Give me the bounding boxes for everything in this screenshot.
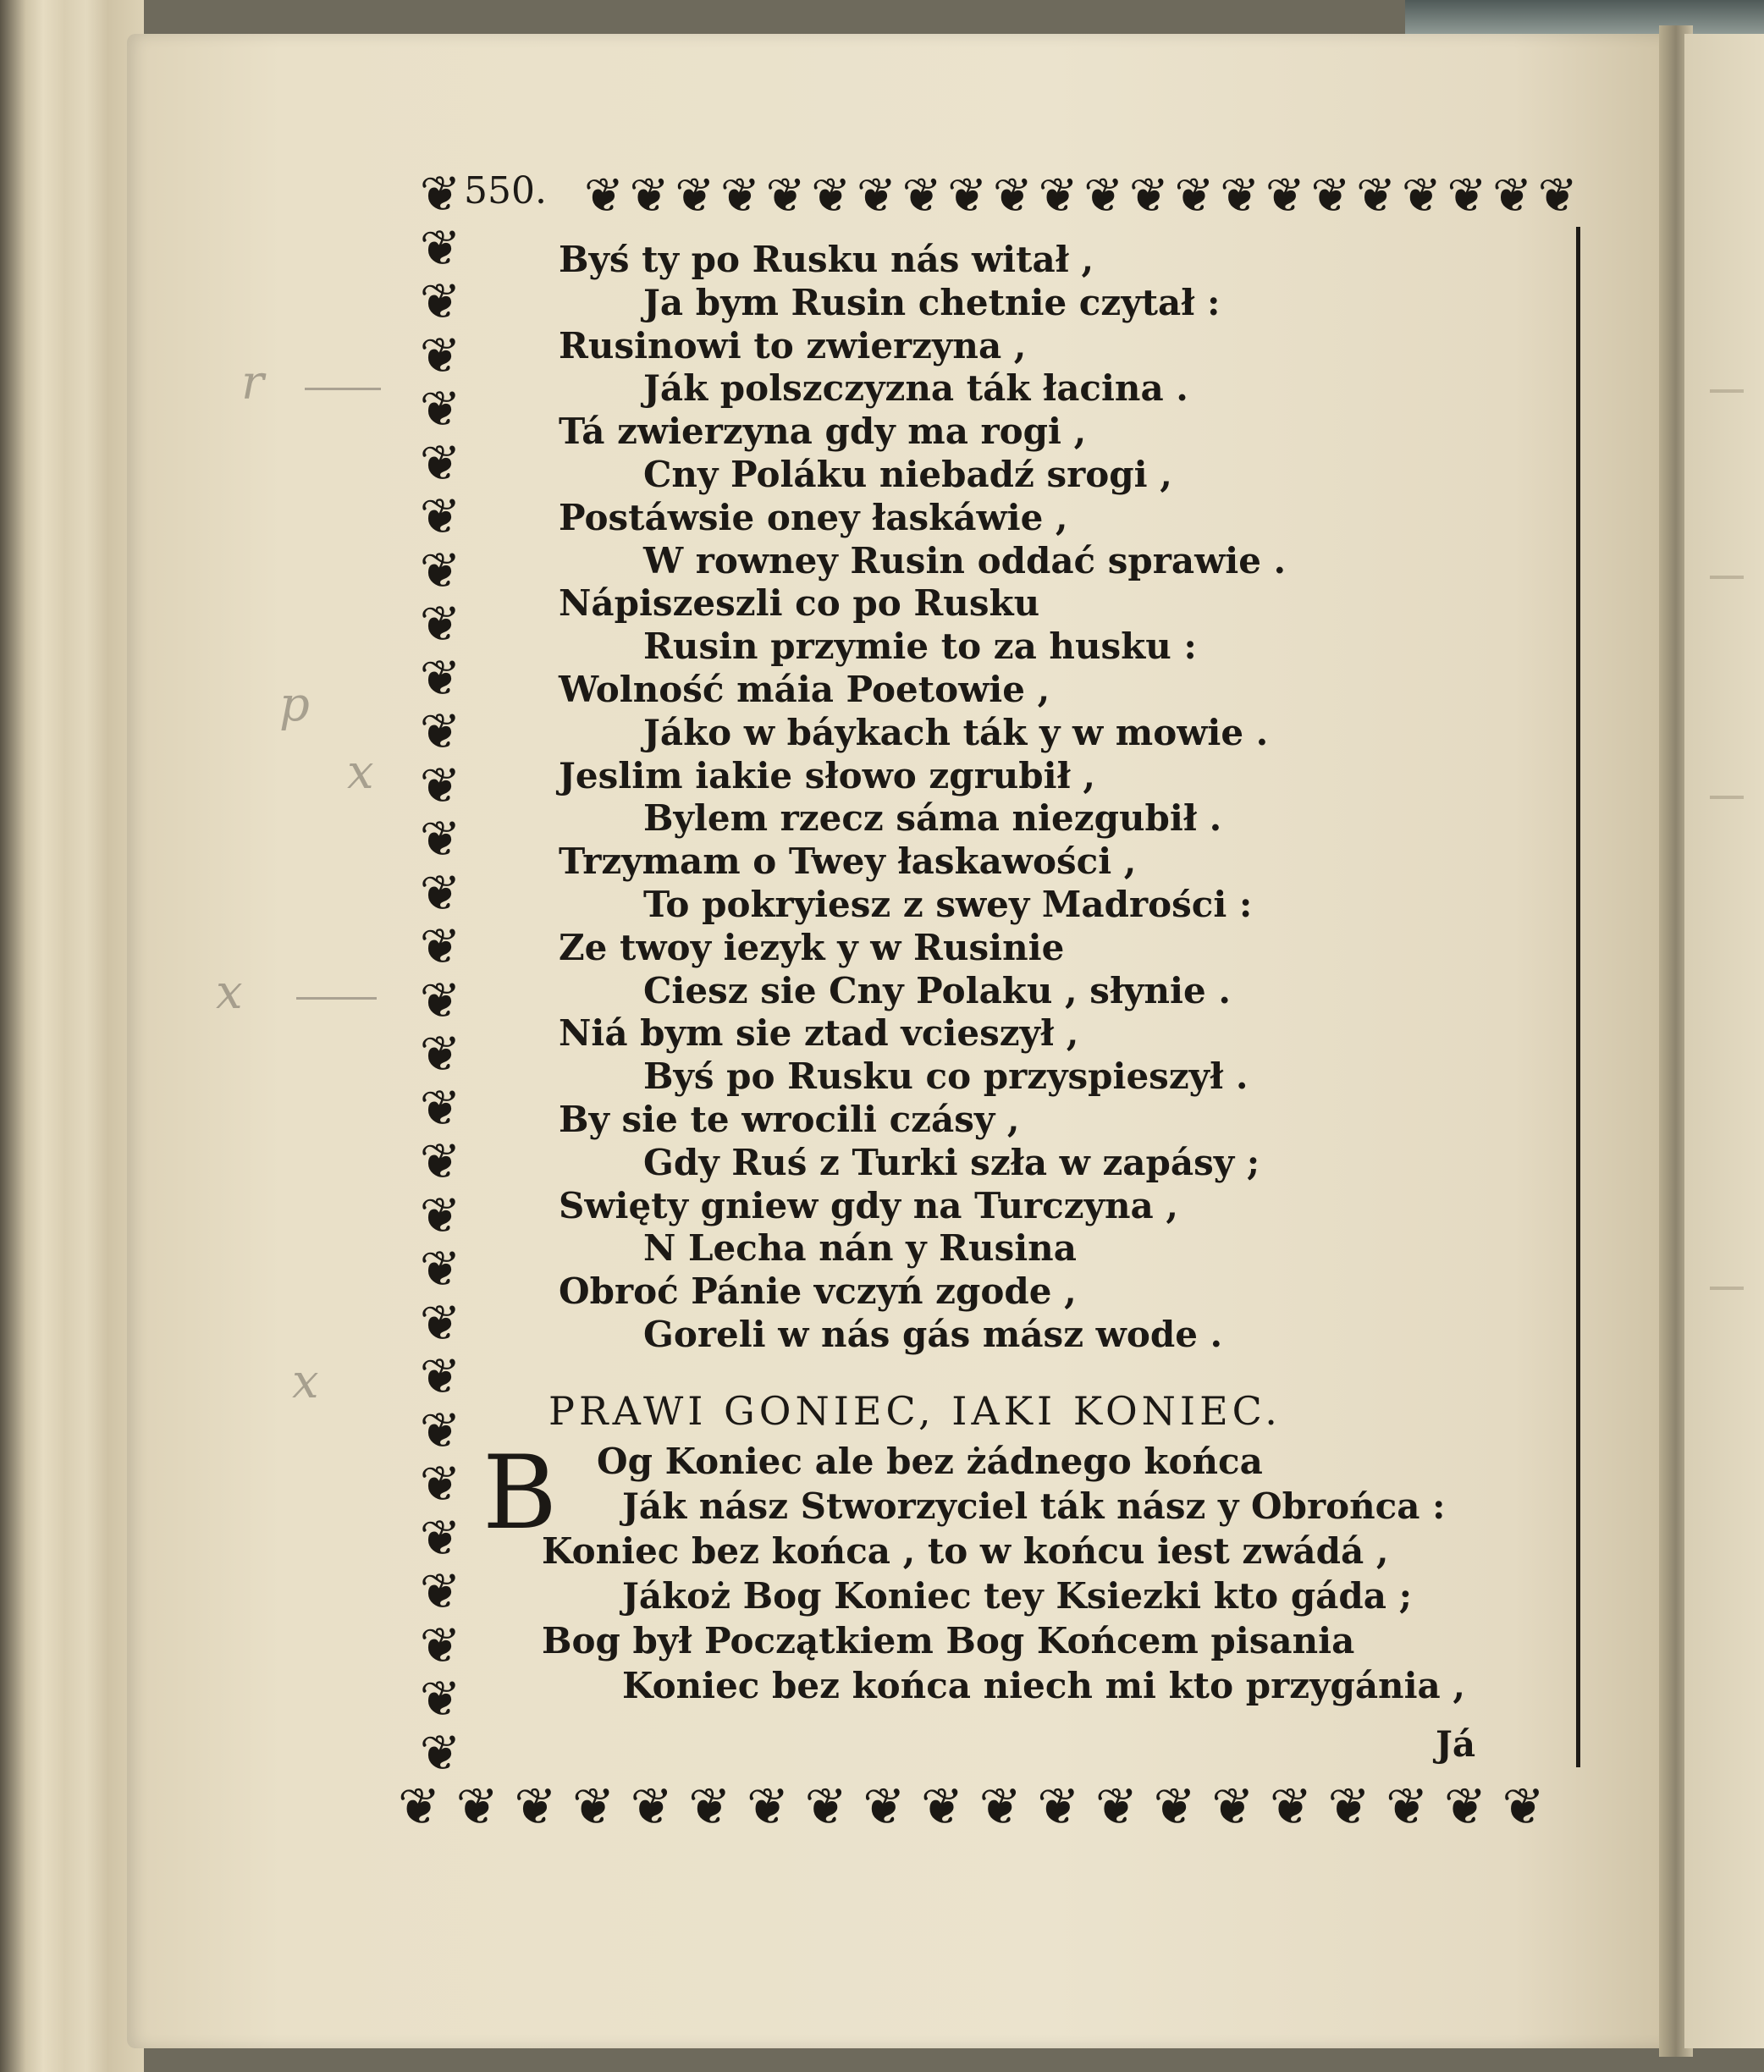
fleuron-icon: ❦ [419,169,461,223]
fleuron-icon: ❦ [419,1455,461,1513]
fleuron-icon: ❦ [419,703,461,761]
fleuron-icon: ❦ [765,168,802,223]
fleuron-icon: ❦ [920,1777,964,1837]
facing-page-edge [1684,34,1764,2048]
fleuron-icon: ❦ [1211,1777,1254,1837]
pencil-dash [296,997,377,1000]
fleuron-icon: ❦ [419,1401,461,1459]
fleuron-icon: ❦ [1094,1777,1138,1837]
fleuron-icon: ❦ [1356,168,1393,223]
fleuron-icon: ❦ [419,380,461,438]
poem-line: Rusinowi to zwierzyna , [559,324,1027,366]
fleuron-icon: ❦ [630,1777,673,1837]
poem-line: Swięty gniew gdy na Turczyna , [559,1184,1178,1226]
poem-line: Ják polszczyzna ták łacina . [643,367,1188,410]
fleuron-icon: ❦ [419,810,461,868]
bleed-through-mark [1710,576,1744,579]
fleuron-icon: ❦ [419,1723,461,1777]
fleuron-icon: ❦ [947,168,984,223]
fleuron-icon: ❦ [1447,168,1484,223]
fleuron-icon: ❦ [1386,1777,1429,1837]
fleuron-icon: ❦ [419,273,461,331]
poem-line: N Lecha nán y Rusina [643,1227,1077,1270]
fleuron-icon: ❦ [419,488,461,546]
epilogue-line: Bog był Początkiem Bog Końcem pisania [542,1620,1355,1661]
fleuron-icon: ❦ [419,1240,461,1298]
fleuron-icon: ❦ [804,1777,847,1837]
poem-line: W rowney Rusin oddać sprawie . [643,539,1287,581]
fleuron-icon: ❦ [1537,168,1574,223]
poem-line: Trzymam o Twey łaskawości , [559,840,1137,883]
fleuron-icon: ❦ [419,326,461,384]
epilogue-line: Og Koniec ale bez żádnego końca [597,1441,1263,1482]
ornament-border-top [584,166,1574,225]
poem-line: To pokryiesz z swey Madrości : [643,883,1253,925]
fleuron-icon: ❦ [455,1777,499,1837]
fleuron-icon: ❦ [419,433,461,492]
fleuron-icon: ❦ [1220,168,1257,223]
poem-line: Wolność máia Poetowie , [559,668,1050,710]
pencil-mark: p [279,677,310,732]
fleuron-icon: ❦ [419,756,461,814]
fleuron-icon: ❦ [1128,168,1166,223]
fleuron-icon: ❦ [419,1616,461,1674]
fleuron-icon: ❦ [419,595,461,653]
fleuron-icon: ❦ [1265,168,1302,223]
fleuron-icon: ❦ [719,168,757,223]
bleed-through-mark [1710,1287,1744,1290]
pencil-mark: x [216,965,243,1020]
epilogue-line: Jákoż Bog Koniec tey Ksiezki kto gáda ; [622,1575,1413,1617]
fleuron-icon: ❦ [1327,1777,1370,1837]
epilogue-line: Koniec bez końca , to w końcu iest zwádá , [542,1530,1389,1572]
fleuron-icon: ❦ [863,1777,906,1837]
pencil-dash [305,388,381,390]
epilogue-line: Koniec bez końca niech mi kto przygánia , [622,1665,1466,1706]
fleuron-icon: ❦ [629,168,666,223]
fleuron-icon: ❦ [419,971,461,1029]
poem-line: Goreli w nás gás mász wode . [643,1313,1223,1355]
fleuron-icon: ❦ [419,863,461,922]
fleuron-icon: ❦ [1310,168,1348,223]
catchword: Já [1436,1723,1476,1765]
fleuron-icon: ❦ [1174,168,1211,223]
epilogue-line: Ják nász Stworzyciel ták nász y Obrońca : [622,1485,1446,1527]
epilogue-text [542,1439,1557,1708]
fleuron-icon: ❦ [419,541,461,599]
poem-line: Ja bym Rusin chetnie czytał : [643,281,1221,323]
poem-line: Rusin przymie to za husku : [643,625,1197,668]
ornament-border-left [406,169,474,1777]
bleed-through-mark [1710,796,1744,799]
fleuron-icon: ❦ [811,168,848,223]
fleuron-icon: ❦ [978,1777,1022,1837]
fleuron-icon: ❦ [1269,1777,1313,1837]
fleuron-icon: ❦ [688,1777,731,1837]
fleuron-icon: ❦ [419,648,461,707]
page-number: 550. [464,169,547,212]
poem-line: Ze twoy iezyk y w Rusinie [559,926,1065,968]
poem-line: Jeslim iakie słowo zgrubił , [559,754,1095,796]
poem-line: Ciesz sie Cny Polaku , słynie . [643,969,1231,1011]
fleuron-icon: ❦ [856,168,893,223]
pencil-mark: x [347,745,374,800]
fleuron-icon: ❦ [1038,168,1075,223]
fleuron-icon: ❦ [1401,168,1438,223]
section-heading: PRAWI GONIEC, IAKI KONIEC. [548,1388,1282,1434]
fleuron-icon: ❦ [419,1025,461,1083]
fleuron-icon: ❦ [992,168,1029,223]
fleuron-icon: ❦ [901,168,939,223]
poem-line: Obroć Pánie vczyń zgode , [559,1270,1077,1313]
poem-line: By sie te wrocili czásy , [559,1098,1020,1140]
poem-line: Tá zwierzyna gdy ma rogi , [559,411,1087,453]
fleuron-icon: ❦ [419,1670,461,1728]
poem-line: Cny Poláku niebadź srogi , [643,453,1172,495]
ornament-border-bottom [398,1769,1545,1845]
fleuron-icon: ❦ [746,1777,790,1837]
poem-line: Nápiszeszli co po Rusku [559,582,1040,625]
pencil-mark: r [241,355,264,411]
fleuron-icon: ❦ [419,1186,461,1244]
fleuron-icon: ❦ [1443,1777,1487,1837]
poem-line: Jáko w báykach ták y w mowie . [643,711,1269,753]
book-page-edges [0,0,144,2072]
frame-rule-right [1576,227,1580,1767]
fleuron-icon: ❦ [419,1508,461,1567]
fleuron-icon: ❦ [419,1347,461,1406]
fleuron-icon: ❦ [419,218,461,277]
poem-line: Bylem rzecz sáma niezgubił . [643,797,1222,840]
poem-text [559,239,1557,1357]
poem-line: Byś po Rusku co przyspieszył . [643,1055,1249,1098]
poem-line: Postáwsie oney łaskáwie , [559,496,1068,538]
fleuron-icon: ❦ [1153,1777,1196,1837]
pencil-mark: x [292,1354,319,1409]
fleuron-icon: ❦ [419,918,461,976]
fleuron-icon: ❦ [514,1777,557,1837]
poem-line: Gdy Ruś z Turki szła w zapásy ; [643,1141,1260,1183]
fleuron-icon: ❦ [584,168,620,223]
fleuron-icon: ❦ [419,1078,461,1137]
book-top-edge [1405,0,1764,34]
fleuron-icon: ❦ [419,1132,461,1191]
fleuron-icon: ❦ [1083,168,1121,223]
bleed-through-mark [1710,389,1744,393]
fleuron-icon: ❦ [419,1293,461,1352]
fleuron-icon: ❦ [419,1562,461,1621]
fleuron-icon: ❦ [675,168,712,223]
poem-line: Byś ty po Rusku nás witał , [559,239,1094,280]
drop-cap: B [482,1435,558,1552]
fleuron-icon: ❦ [571,1777,615,1837]
fleuron-icon: ❦ [398,1777,441,1837]
poem-line: Niá bym sie ztad vcieszył , [559,1012,1079,1055]
fleuron-icon: ❦ [1502,1777,1545,1837]
fleuron-icon: ❦ [1492,168,1530,223]
fleuron-icon: ❦ [1037,1777,1080,1837]
